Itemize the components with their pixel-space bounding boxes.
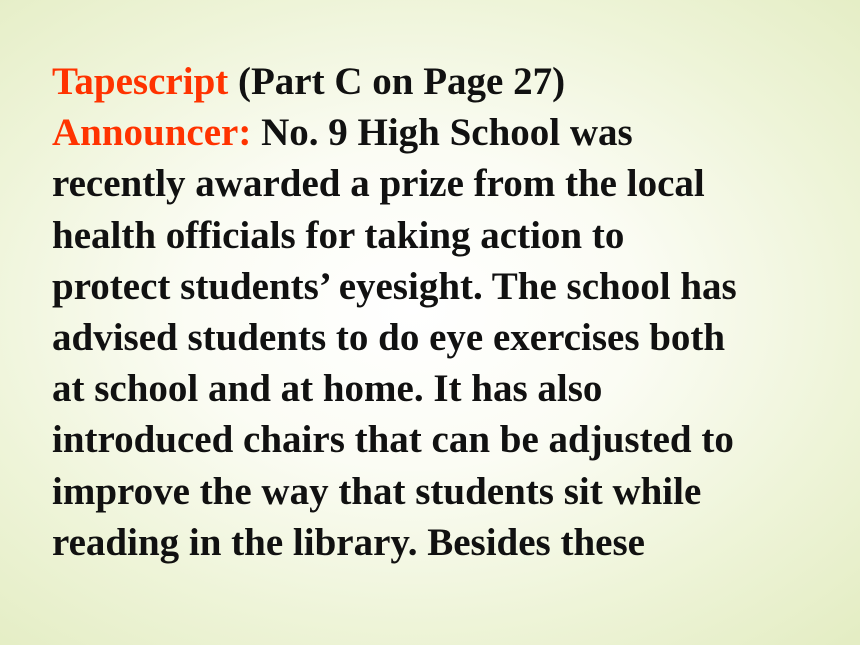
body-line: health officials for taking action to <box>52 213 625 257</box>
speaker-line <box>52 107 842 158</box>
tapescript-label: Tapescript <box>52 60 229 103</box>
tapescript-text <box>52 56 842 568</box>
body-line: at school and at home. It has also <box>52 367 603 411</box>
heading-line <box>52 56 842 107</box>
speaker-label: Announcer: <box>52 111 252 155</box>
body-line: introduced chairs that can be adjusted to <box>52 418 734 462</box>
body-line: advised students to do eye exercises both <box>52 316 726 360</box>
part-reference: (Part C on Page 27) <box>228 60 566 103</box>
body-line: improve the way that students sit while <box>52 469 702 513</box>
speaker-text: No. 9 High School was <box>251 111 633 155</box>
body-line: reading in the library. Besides these <box>52 520 645 564</box>
body-line: recently awarded a prize from the local <box>52 162 705 206</box>
body-line: protect students’ eyesight. The school has <box>52 264 737 308</box>
